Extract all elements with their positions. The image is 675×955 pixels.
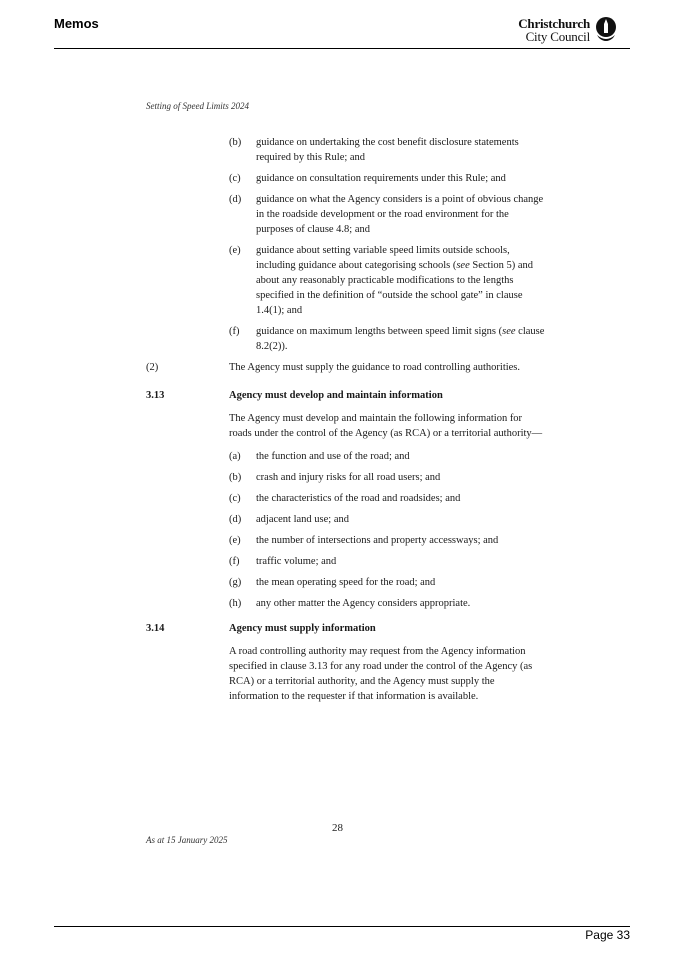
item-label: (b) [229, 472, 242, 483]
item-text: adjacent land use; and [256, 514, 350, 525]
item-text: the characteristics of the road and roadsides; and [256, 493, 461, 504]
section-title: Agency must supply information [229, 623, 376, 634]
logo-line-2: City Council [525, 29, 590, 44]
list-item [146, 470, 546, 485]
item-label: (f) [229, 556, 240, 567]
item-label: (b) [229, 137, 242, 148]
item-text: the number of intersections and property accessways; and [256, 535, 499, 546]
section-intro: The Agency must develop and maintain the following information for roads under the control of the Agency (as RCA) or a territorial authority— [229, 413, 543, 439]
item-label: (c) [229, 173, 241, 184]
list-item [146, 512, 546, 527]
section-number: 3.13 [146, 390, 165, 401]
running-title: Setting of Speed Limits 2024 [146, 101, 249, 111]
header-rule [54, 48, 630, 49]
footer-rule [54, 926, 630, 927]
item-label: (e) [229, 535, 241, 546]
list-item [146, 243, 546, 318]
item-label: (a) [229, 451, 241, 462]
item-text: the mean operating speed for the road; and [256, 577, 436, 588]
item-text: guidance on undertaking the cost benefit disclosure statements required by this Rule; and [256, 137, 519, 163]
list-item [146, 449, 546, 464]
section-heading-3-13 [146, 388, 546, 403]
document-page-number: 28 [332, 822, 343, 834]
item-label: (e) [229, 245, 241, 256]
item-label: (d) [229, 194, 242, 205]
cathedral-emblem-icon [594, 16, 618, 42]
section-heading-3-14 [146, 621, 546, 636]
page-label: Page 33 [585, 928, 630, 942]
section-number: 3.14 [146, 623, 165, 634]
item-text: guidance on consultation requirements under this Rule; and [256, 173, 506, 184]
list-item [146, 192, 546, 237]
paragraph-2 [146, 360, 546, 375]
list-item [146, 324, 546, 354]
list-item [146, 575, 546, 590]
item-label: (d) [229, 514, 242, 525]
item-label: (f) [229, 326, 240, 337]
item-text: guidance about setting variable speed limits outside schools, including guidance about categorising schools (see Section 5) and about any reasonably practicable modifications to the lengths specified in the definition of “outside the school gate” in clause 1.4(1); and [256, 245, 534, 316]
item-text: traffic volume; and [256, 556, 337, 567]
item-label: (c) [229, 493, 241, 504]
paragraph-text: The Agency must supply the guidance to road controlling authorities. [229, 362, 521, 373]
list-item [146, 533, 546, 548]
logo-line-1: Christchurch [518, 16, 590, 31]
paragraph-label: (2) [146, 362, 159, 373]
item-text: guidance on what the Agency considers is a point of obvious change in the roadside development or the road environment for the purposes of clause 4.8; and [256, 194, 544, 235]
item-text: the function and use of the road; and [256, 451, 410, 462]
list-item [146, 171, 546, 186]
list-item [146, 491, 546, 506]
christchurch-city-council-logo [514, 14, 618, 46]
memos-title: Memos [54, 16, 99, 31]
as-at-date: As at 15 January 2025 [146, 835, 228, 845]
item-text: any other matter the Agency considers appropriate. [256, 598, 471, 609]
item-text: crash and injury risks for all road users; and [256, 472, 441, 483]
item-label: (g) [229, 577, 242, 588]
item-label: (h) [229, 598, 242, 609]
list-item [146, 135, 546, 165]
list-item [146, 596, 546, 611]
document-body [146, 135, 546, 712]
item-text: guidance on maximum lengths between speed limit signs (see clause 8.2(2)). [256, 326, 545, 352]
section-body: A road controlling authority may request from the Agency information specified in clause 3.13 for any road under the control of the Agency (as RCA) or a territorial authority, and the Agency must supply the information to the requester if that information is available. [229, 646, 533, 702]
section-title: Agency must develop and maintain information [229, 390, 443, 401]
list-item [146, 554, 546, 569]
